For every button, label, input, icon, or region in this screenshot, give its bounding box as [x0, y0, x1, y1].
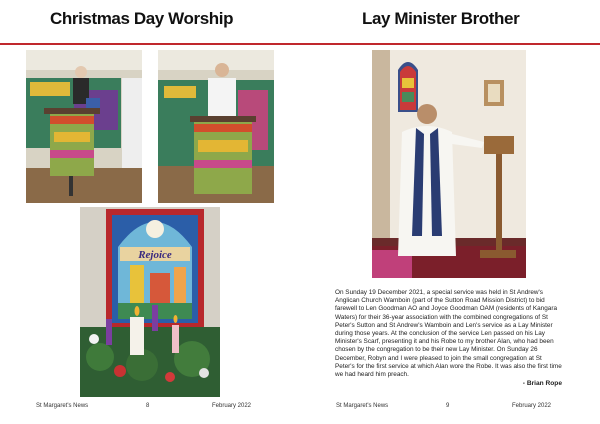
photo-woman-at-lectern	[26, 50, 142, 203]
left-footer-page-number: 8	[146, 403, 150, 409]
article-byline: - Brian Rope	[522, 380, 562, 387]
right-page	[300, 0, 600, 424]
left-footer-date: February 2022	[212, 403, 252, 409]
right-footer-date: February 2022	[512, 403, 552, 409]
photo-lay-minister	[372, 50, 526, 278]
photo-rejoice-banner	[80, 207, 220, 397]
right-footer-publication: St Margaret's News	[336, 403, 389, 409]
left-footer-publication: St Margaret's News	[36, 403, 89, 409]
right-title-rule	[300, 43, 600, 45]
left-page-title: Christmas Day Worship	[50, 9, 234, 28]
right-footer-page-number: 9	[446, 403, 450, 409]
left-title-rule	[0, 43, 300, 45]
banner-text: Rejoice	[138, 249, 172, 261]
photo-man-at-lectern	[158, 50, 274, 203]
right-page-title: Lay Minister Brother	[362, 9, 520, 28]
article-text: On Sunday 19 December 2021, a special service was held in St Andrew's Anglican Church Wamboin (part of the Sutton Road Mission District) to bid farewell to Len Goodman AO and Joyce Goodman OAM (residents of Kangara Waters) for their 36-year association with the combined congregations of St Peter's Sutton and St Andrew's Wamboin and Len's service as a Lay Minister during those years. At the conclusion of the service Len passed on his Lay Minister's Scarf, presenting it and his Robe to my brother Alan, who had been chosen by the congregation to be their new Lay Minister. On Sunday 26 December, Robyn and I were pleased to join the small congregation at St Peter's for the first service at which Alan wore the Robe. It was also the first time we had heard him preach.	[335, 289, 562, 379]
